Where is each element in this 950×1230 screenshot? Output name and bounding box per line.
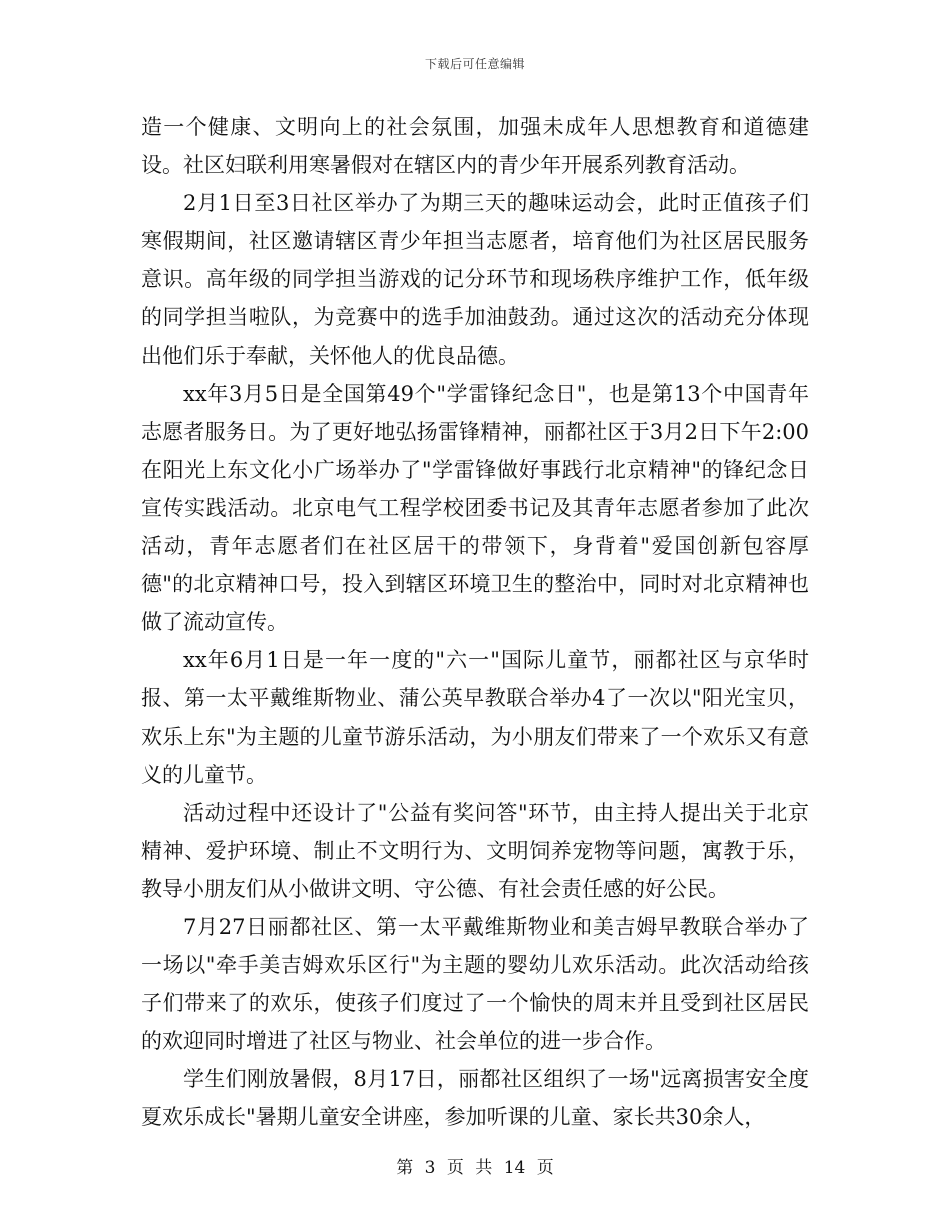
page-header: 下载后可任意编辑 (424, 57, 525, 71)
paragraph-7: 学生们刚放暑假，8月17日，丽都社区组织了一场"远离损害安全度夏欢乐成长"暑期儿童安全讲座，参加听课的儿童、家长共30余人， (141, 1067, 809, 1130)
paragraph-2: 2月1日至3日社区举办了为期三天的趣味运动会，此时正值孩子们寒假期间，社区邀请辖区青少年担当志愿者，培育他们为社区居民服务意识。高年级的同学担当游戏的记分环节和现场秩序维护工作，低年级的同学担当啦队，为竞赛中的选手加油鼓劲。通过这次的活动充分体现出他们乐于奉献，关怀他人的优良品德。 (141, 191, 809, 368)
page-footer: 第 3 页 共 14 页 (396, 1158, 554, 1178)
paragraph-1: 造一个健康、文明向上的社会氛围，加强未成年人思想教育和道德建设。社区妇联利用寒暑假对在辖区内的青少年开展系列教育活动。 (141, 115, 809, 178)
paragraph-3: xx年3月5日是全国第49个"学雷锋纪念日"，也是第13个中国青年志愿者服务日。为了更好地弘扬雷锋精神，丽都社区于3月2日下午2:00在阳光上东文化小广场举办了"学雷锋做好事践行北京精神"的锋纪念日宣传实践活动。北京电气工程学校团委书记及其青年志愿者参加了此次活动，青年志愿者们在社区居干的带领下，身背着"爱国创新包容厚德"的北京精神口号，投入到辖区环境卫生的整治中，同时对北京精神也做了流动宣传。 (141, 381, 809, 635)
document-body (141, 108, 809, 1137)
paragraph-6: 7月27日丽都社区、第一太平戴维斯物业和美吉姆早教联合举办了一场以"牵手美吉姆欢乐区行"为主题的婴幼儿欢乐活动。此次活动给孩子们带来了的欢乐，使孩子们度过了一个愉快的周末并且受到社区居民的欢迎同时增进了社区与物业、社会单位的进一步合作。 (141, 914, 809, 1054)
paragraph-4: xx年6月1日是一年一度的"六一"国际儿童节，丽都社区与京华时报、第一太平戴维斯物业、蒲公英早教联合举办4了一次以"阳光宝贝，欢乐上东"为主题的儿童节游乐活动，为小朋友们带来了一个欢乐又有意义的儿童节。 (141, 648, 809, 787)
paragraph-5: 活动过程中还设计了"公益有奖问答"环节，由主持人提出关于北京精神、爱护环境、制止不文明行为、文明饲养宠物等问题，寓教于乐，教导小朋友们从小做讲文明、守公德、有社会责任感的好公民。 (141, 800, 809, 901)
